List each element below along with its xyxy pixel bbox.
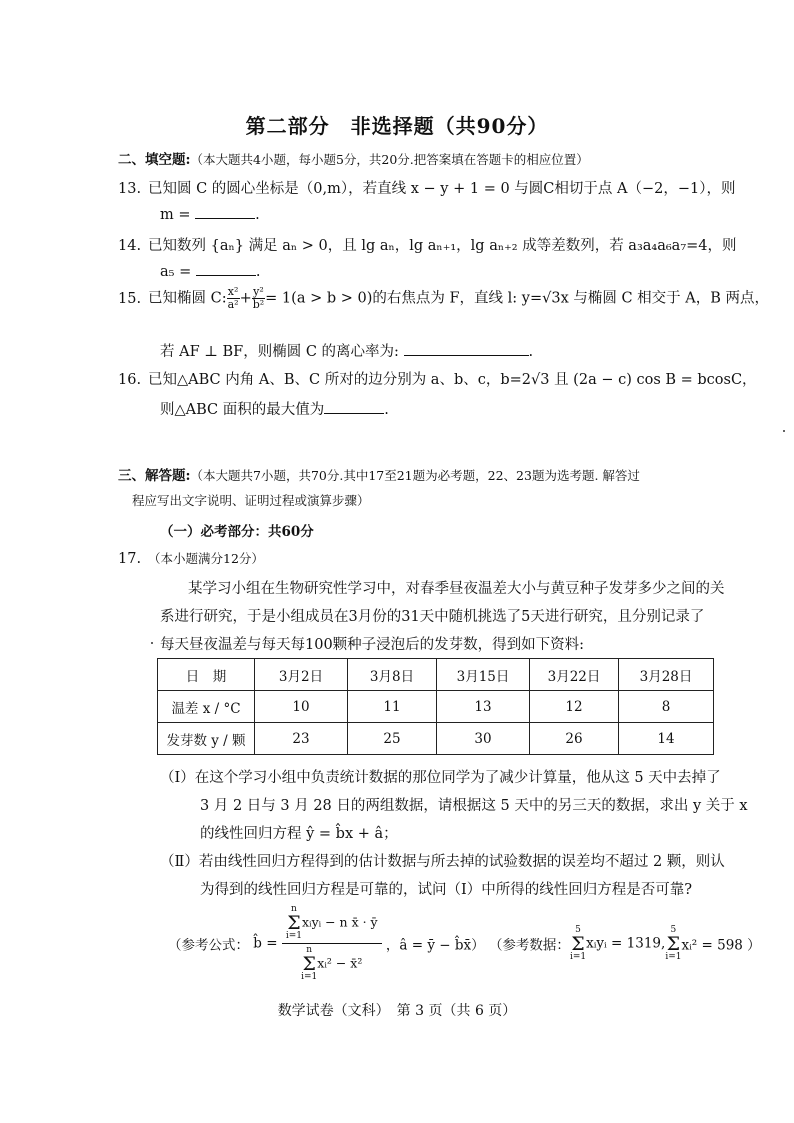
ref-sum-top: 5 xyxy=(575,924,581,935)
sum-top: n xyxy=(291,904,297,914)
q15-number: 15. xyxy=(118,290,142,307)
q14-answer-blank[interactable] xyxy=(196,263,256,276)
reference-formula xyxy=(168,905,761,982)
q14-text: 已知数列 {aₙ} 满足 aₙ > 0，且 lg aₙ，lg aₙ₊₁，lg aₙ₊₂ 成等差数列，若 a₃a₄a₆a₇=4，则 xyxy=(148,238,737,254)
ref-data-1: xᵢyᵢ = 1319, xyxy=(586,935,666,952)
a-hat: ，â = ȳ − b̂x̄） xyxy=(385,937,485,954)
sum-top: n xyxy=(306,945,313,955)
ref-sum-1: 5 Σ i=1 xyxy=(569,924,587,962)
q13-line2 xyxy=(160,206,260,223)
q13-answer-blank[interactable] xyxy=(195,206,255,219)
table-cell: 26 xyxy=(530,723,619,755)
q14-number: 14. xyxy=(118,238,142,254)
q14-answer-suffix: . xyxy=(255,264,261,280)
section3-heading: 三、解答题: xyxy=(118,468,191,484)
q14-line1 xyxy=(118,234,737,255)
q15-pre: 已知椭圆 C: xyxy=(148,290,227,307)
q16-line1 xyxy=(118,368,757,389)
q17-points: （本小题满分12分） xyxy=(148,551,264,566)
fraction-denominator xyxy=(282,944,382,982)
denominator-text: xᵢ² − x̄² xyxy=(317,955,363,971)
q14-answer-prefix: a₅ = xyxy=(160,264,192,280)
ref-data-2: xᵢ² = 598 ） xyxy=(681,937,761,954)
section2-heading: 二、填空题: xyxy=(118,152,191,168)
q13-text: 已知圆 C 的圆心坐标是（0,m），若直线 x − y + 1 = 0 与圆C相切于点 A（−2，−1），则 xyxy=(148,181,736,197)
table-cell: 30 xyxy=(437,723,530,755)
q15-fraction-y xyxy=(252,286,265,311)
numerator-text: xᵢyᵢ − n x̄ · ȳ xyxy=(302,914,378,930)
table-header-cell: 3月28日 xyxy=(619,659,714,691)
table-cell: 12 xyxy=(530,691,619,723)
q15-frac2-num: y² xyxy=(253,285,264,298)
table-header-cell: 3月2日 xyxy=(255,659,348,691)
data-table xyxy=(157,658,714,755)
q14-line2 xyxy=(160,263,260,280)
ref-sum-2: 5 Σ i=1 xyxy=(665,924,682,962)
table-cell: 25 xyxy=(348,723,437,755)
ref-sum-bottom: i=1 xyxy=(569,951,587,962)
q15-post: = 1(a > b > 0)的右焦点为 F，直线 l: y=√3x 与椭圆 C 相交于 A，B 两点， xyxy=(265,290,770,307)
page-title: 第二部分 非选择题（共90分） xyxy=(245,114,549,138)
section3-note2: 程应写出文字说明、证明过程或演算步骤） xyxy=(132,493,370,508)
q16-number: 16. xyxy=(118,372,142,388)
table-cell: 13 xyxy=(437,691,530,723)
ref-label: （参考数据： xyxy=(488,937,570,954)
table-cell: 10 xyxy=(255,691,348,723)
q15-frac2-den: b² xyxy=(252,298,265,311)
q17-part2-line1: （Ⅱ）若由线性回归方程得到的估计数据与所去掉的试验数据的误差均不超过 2 颗，则认 xyxy=(160,854,725,870)
q17-para2: 系进行研究，于是小组成员在3月份的31天中随机挑选了5天进行研究，且分别记录了 xyxy=(160,609,705,625)
b-hat: b̂ = xyxy=(253,935,278,952)
q15-frac1-num: x² xyxy=(227,285,239,298)
table-row-label: 温差 x / °C xyxy=(158,691,255,723)
sum-symbol: n Σ i=1 xyxy=(301,945,318,982)
table-cell: 23 xyxy=(255,723,348,755)
q16-text: 已知△ABC 内角 A、B、C 所对的边分别为 a、b、c，b=2√3 且 (2a − c) cos B = bcosC， xyxy=(148,372,757,388)
page-footer: 数学试卷（文科） 第 3 页（共 6 页） xyxy=(277,1003,517,1019)
section2-note: （本大题共4小题，每小题5分，共20分.把答案填在答题卡的相应位置） xyxy=(190,152,589,167)
q16-answer-blank[interactable] xyxy=(324,401,384,414)
q15-plus: + xyxy=(239,290,252,307)
section3-note1: （本大题共7小题，共70分.其中17至21题为必考题，22、23题为选考题. 解答过 xyxy=(190,468,640,483)
q15-answer-blank[interactable] xyxy=(404,343,529,356)
table-cell: 11 xyxy=(348,691,437,723)
q13-number: 13. xyxy=(118,181,142,197)
q15-fraction-x xyxy=(227,286,240,311)
table-cell: 14 xyxy=(619,723,714,755)
q15-line2 xyxy=(160,340,533,361)
q17-para1: 某学习小组在生物研究性学习中，对春季昼夜温差大小与黄豆种子发芽多少之间的关 xyxy=(188,581,725,597)
q17-part2-line2: 为得到的线性回归方程是可靠的，试问（Ⅰ）中所得的线性回归方程是否可靠? xyxy=(200,882,692,898)
table-row-label: 发芽数 y / 颗 xyxy=(158,723,255,755)
q13-line1 xyxy=(118,177,735,198)
q16-answer-prefix: 则△ABC 面积的最大值为 xyxy=(160,402,325,418)
q13-answer-prefix: m = xyxy=(160,207,191,223)
table-header-cell: 3月8日 xyxy=(348,659,437,691)
sum-bottom: i=1 xyxy=(285,931,302,941)
fraction-numerator xyxy=(282,905,382,944)
regression-fraction xyxy=(282,905,382,982)
section3-sub: （一）必考部分：共60分 xyxy=(160,524,314,540)
section2-header xyxy=(118,148,589,168)
table-header-cell: 3月22日 xyxy=(530,659,619,691)
ref-sum-top: 5 xyxy=(670,924,677,935)
table-row xyxy=(158,691,714,723)
sum-symbol: n Σ i=1 xyxy=(285,904,302,941)
table-header-cell: 日 期 xyxy=(158,659,255,691)
ref-sum-bottom: i=1 xyxy=(665,951,682,962)
scan-dot xyxy=(151,642,153,644)
table-header-row xyxy=(158,659,714,691)
q16-line2 xyxy=(160,398,389,419)
scan-mark xyxy=(783,430,785,432)
section3-header xyxy=(118,464,640,484)
q17-part1-line2: 3 月 2 日与 3 月 28 日的两组数据，请根据这 5 天中的另三天的数据，求出 y 关于 x xyxy=(200,798,748,814)
q17-part1-line1: （Ⅰ）在这个学习小组中负责统计数据的那位同学为了减少计算量，他从这 5 天中去掉了 xyxy=(160,770,721,786)
table-cell: 8 xyxy=(619,691,714,723)
formula-label: （参考公式： xyxy=(168,937,249,954)
q15-line2-text: 若 AF ⊥ BF，则椭圆 C 的离心率为: xyxy=(160,344,399,360)
table-header-cell: 3月15日 xyxy=(437,659,530,691)
q17-number: 17. xyxy=(118,551,142,567)
q17-header xyxy=(118,549,264,567)
q17-para3: 每天昼夜温差与每天每100颗种子浸泡后的发芽数，得到如下资料: xyxy=(160,637,585,653)
q15-frac1-den: a² xyxy=(227,298,239,311)
sum-bottom: i=1 xyxy=(301,972,318,982)
q15-answer-suffix: . xyxy=(528,344,534,360)
q13-answer-suffix: . xyxy=(255,207,260,223)
q16-answer-suffix: . xyxy=(384,402,389,418)
table-row xyxy=(158,723,714,755)
q15-line1 xyxy=(118,286,769,311)
q17-part1-line3: 的线性回归方程 ŷ = b̂x + â； xyxy=(200,826,398,842)
